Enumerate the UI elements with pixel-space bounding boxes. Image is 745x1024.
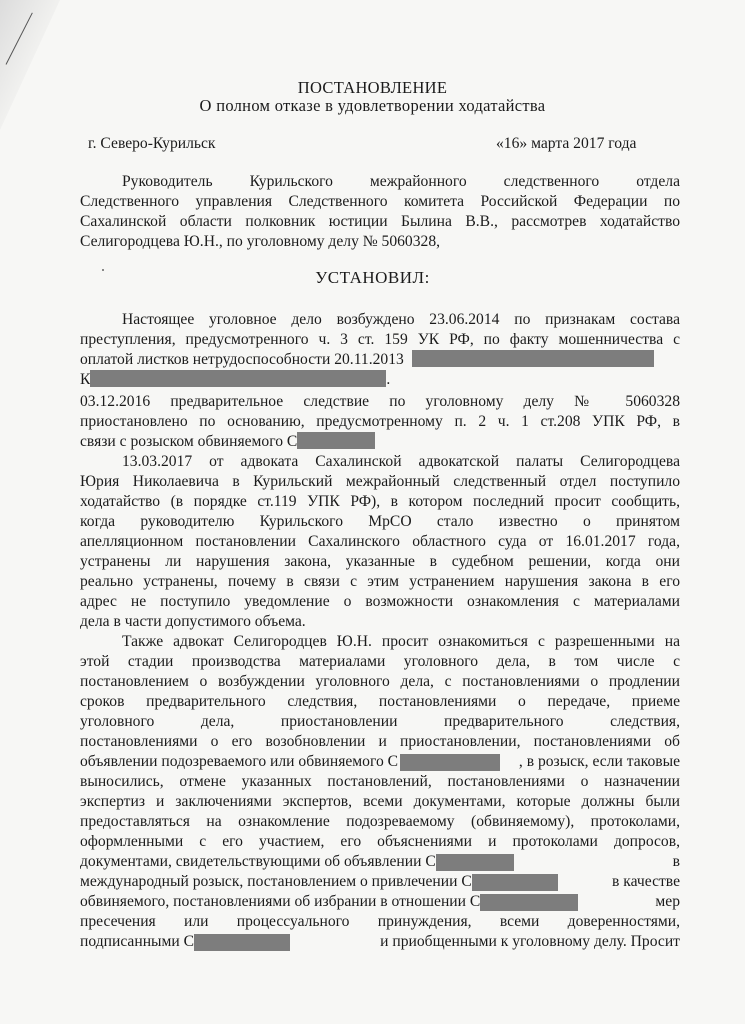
text-line: предоставляться на ознакомление подозреваемому (обвиняемому), протоколами,: [80, 813, 680, 830]
city: г. Северо-Курильск: [88, 135, 216, 152]
text-fragment: в качестве: [612, 873, 680, 890]
redaction-block: [297, 432, 375, 449]
text-line: дела в части допустимого объема.: [80, 613, 306, 630]
text-fragment: подписанными С: [80, 933, 195, 950]
text-line: Настоящее уголовное дело возбуждено 23.06.2014 по признакам состава: [122, 311, 680, 328]
text-line: выносились, отмене указанных постановлений, постановлениями о назначении: [80, 773, 680, 790]
text-fragment: оплатой листков нетрудоспособности 20.11.2013: [80, 351, 404, 368]
text-line: Сахалинской области полковник юстиции Былина В.В., рассмотрев ходатайство: [80, 213, 680, 230]
redaction-block: [412, 350, 654, 367]
redaction-block: [90, 370, 386, 387]
text-line: [80, 752, 680, 772]
text-fragment: , в розыск, если таковые: [518, 753, 680, 770]
text-line: апелляционном постановлении Сахалинского областного суда от 16.01.2017 года,: [80, 533, 680, 550]
text-line: [80, 932, 680, 952]
text-line: 13.03.2017 от адвоката Сахалинской адвокатской палаты Селигородцева: [122, 453, 680, 470]
redaction-block: [436, 854, 514, 871]
text-line: Руководитель Курильского межрайонного следственного отдела: [122, 173, 680, 190]
redaction-block: [480, 894, 578, 911]
redaction-block: [400, 754, 500, 771]
text-line: оформленными с его участием, его объяснениями и протоколами допросов,: [80, 833, 680, 850]
text-line: приостановлено по основанию, предусмотренному п. 2 ч. 1 ст.208 УПК РФ, в: [80, 413, 680, 430]
text-line: постановлениями о его возобновлении и приостановлении, постановлениями об: [80, 733, 680, 750]
text-line: ходатайство (в порядке ст.119 УПК РФ), в котором последний просит сообщить,: [80, 493, 680, 510]
text-line: 03.12.2016 предварительное следствие по уголовному делу № 5060328: [80, 393, 680, 410]
text-line: пресечения или процессуального принуждения, всеми доверенностями,: [80, 913, 680, 930]
text-line: К .: [80, 371, 391, 388]
section-heading: УСТАНОВИЛ:: [315, 268, 430, 287]
text-line: постановлением о возбуждении уголовного дела, с постановлениями о продлении: [80, 673, 680, 690]
text-line: Селигородцева Ю.Н., по уголовному делу № 5060328,: [80, 233, 441, 250]
text-fragment: К: [80, 371, 91, 388]
text-line: преступления, предусмотренного ч. 3 ст. 159 УК РФ, по факту мошенничества с: [80, 331, 680, 348]
text-line: Также адвокат Селигородцев Ю.Н. просит ознакомиться с разрешенными на: [122, 633, 680, 650]
text-line: сроков предварительного следствия, постановлениями о передаче, приеме: [80, 693, 680, 710]
document-subtitle: О полном отказе в удовлетворении ходатайства: [199, 96, 546, 115]
document-title: ПОСТАНОВЛЕНИЕ: [297, 78, 448, 97]
text-fragment: международный розыск, постановлением о привлечении С: [80, 873, 472, 890]
text-fragment: объявлении подозреваемого или обвиняемого С: [80, 753, 399, 770]
text-fragment: в: [672, 853, 680, 870]
text-line: устранены ли нарушения закона, указанные в судебном решении, когда они: [80, 553, 680, 570]
date: «16» марта 2017 года: [496, 135, 637, 152]
redaction-block: [472, 874, 558, 891]
text-line: [80, 872, 680, 892]
text-line: этой стадии производства материалами уголовного дела, в том числе с: [80, 653, 680, 670]
text-line: реально устранены, почему в связи с этим устранением нарушения закона в его: [80, 573, 680, 590]
text-fragment: документами, свидетельствующими об объявлении С: [80, 853, 436, 870]
text-fragment: связи с розыском обвиняемого С: [80, 433, 298, 450]
text-line: [80, 432, 375, 452]
redaction-block: [194, 934, 290, 951]
text-line: [80, 350, 654, 370]
text-line: [80, 892, 680, 912]
text-line: Юрия Николаевича в Курильский межрайонный следственный отдел поступило: [80, 473, 680, 490]
text-line: экспертиз и заключениями экспертов, всеми документами, которые должны были: [80, 793, 680, 810]
text-fragment: обвиняемого, постановлениями об избрании в отношении С: [80, 893, 481, 910]
text-line: адрес не поступило уведомление о возможности ознакомления с материалами: [80, 593, 680, 610]
text-line: Следственного управления Следственного комитета Российской Федерации по: [80, 193, 680, 210]
text-fragment: и приобщенными к уголовному делу. Просит: [380, 933, 680, 950]
text-fragment: мер: [655, 893, 680, 910]
text-line: когда руководителю Курильского МрСО стало известно о принятом: [80, 513, 680, 530]
text-line: [80, 852, 680, 872]
text-line: уголовного дела, приостановлении предварительного следствия,: [80, 713, 680, 730]
